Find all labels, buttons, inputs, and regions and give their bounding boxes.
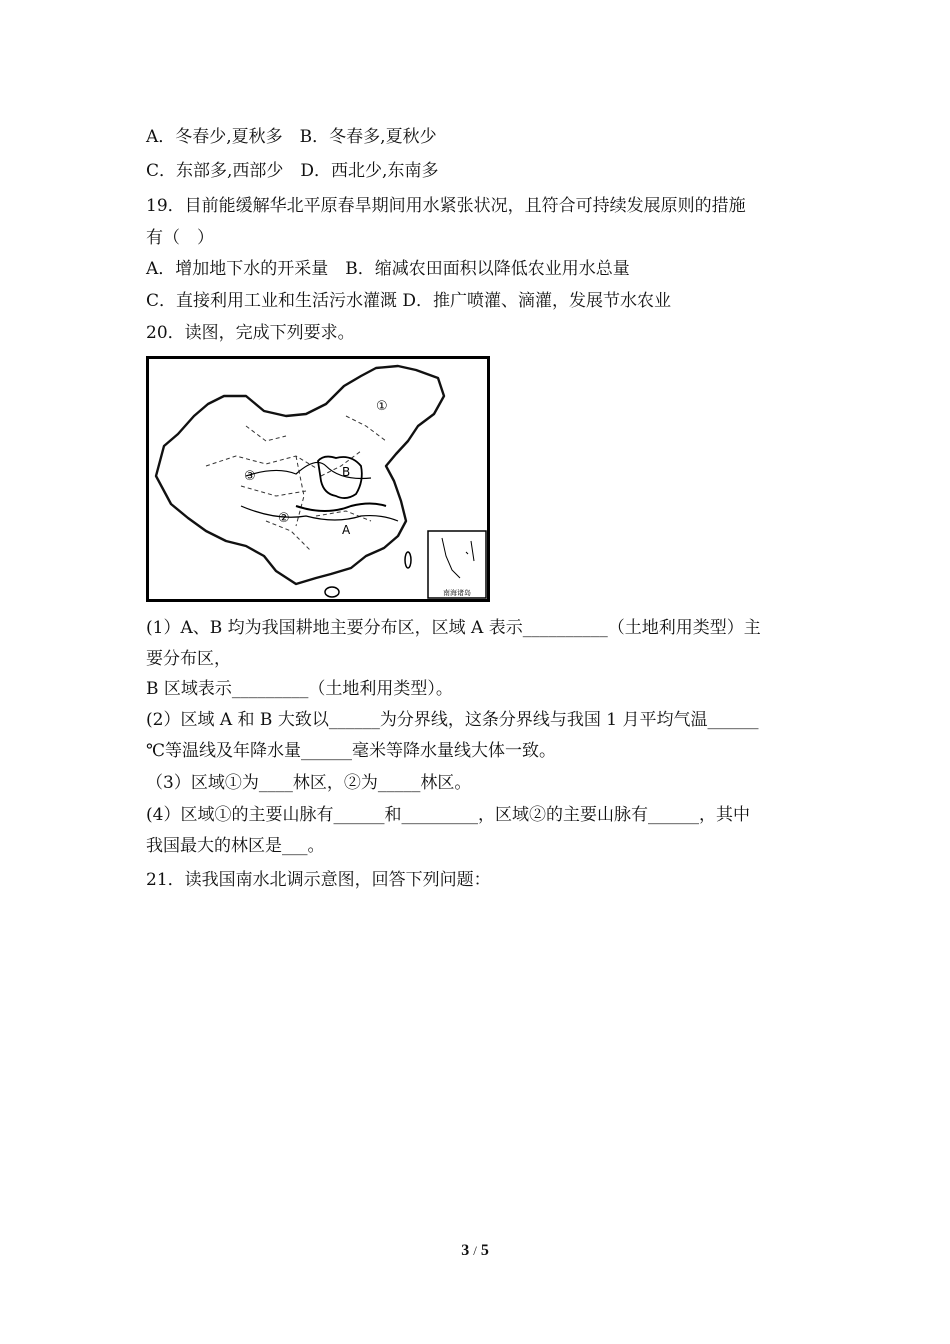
page-separator: / <box>473 1243 477 1258</box>
page-current: 3 <box>461 1242 470 1259</box>
china-map-figure <box>146 356 490 602</box>
q18-options-cd: C．东部多,西部少 D．西北少,东南多 <box>146 161 439 181</box>
q19-options-ab: A．增加地下水的开采量 B．缩减农田面积以降低农业用水总量 <box>146 259 630 279</box>
q19-options-cd: C．直接利用工业和生活污水灌溉 D．推广喷灌、滴灌，发展节水农业 <box>146 291 672 311</box>
south-china-sea-inset <box>428 531 486 598</box>
q19-stem-line1: 19．目前能缓解华北平原春旱期间用水紧张状况，且符合可持续发展原则的措施 <box>146 196 746 216</box>
page-total: 5 <box>480 1242 489 1259</box>
q20-part1-line3: B 区域表示_________（土地利用类型）。 <box>146 679 453 699</box>
q20-part3: （3）区域①为____林区，②为_____林区。 <box>146 773 472 793</box>
inset-label: 南海诸岛 <box>443 589 471 597</box>
map-label-a: A <box>342 523 351 537</box>
q18-options-ab: A．冬春少,夏秋多 B．冬春多,夏秋少 <box>146 127 437 147</box>
map-label-region-2: ② <box>278 511 290 526</box>
map-label-region-1: ① <box>376 399 388 414</box>
q20-part4-line1: (4）区域①的主要山脉有______和_________，区域②的主要山脉有______，其中 <box>146 805 750 825</box>
q20-part1-line1: (1）A、B 均为我国耕地主要分布区，区域 A 表示__________（土地利用类型）主 <box>146 618 761 638</box>
map-label-region-3: ③ <box>244 469 256 484</box>
q20-part1-line2: 要分布区， <box>146 649 231 669</box>
q20-part2-line2: ℃等温线及年降水量______毫米等降水量线大体一致。 <box>146 741 557 761</box>
page-number <box>0 1242 950 1260</box>
map-label-b: B <box>342 465 351 479</box>
q20-part4-line2: 我国最大的林区是___。 <box>146 836 325 856</box>
q20-stem: 20．读图，完成下列要求。 <box>146 323 355 343</box>
q19-stem-line2: 有（ ） <box>146 228 214 248</box>
q21-stem: 21．读我国南水北调示意图，回答下列问题： <box>146 870 491 890</box>
q20-part2-line1: (2）区域 A 和 B 大致以______为分界线，这条分界线与我国 1 月平均气温______ <box>146 710 759 730</box>
